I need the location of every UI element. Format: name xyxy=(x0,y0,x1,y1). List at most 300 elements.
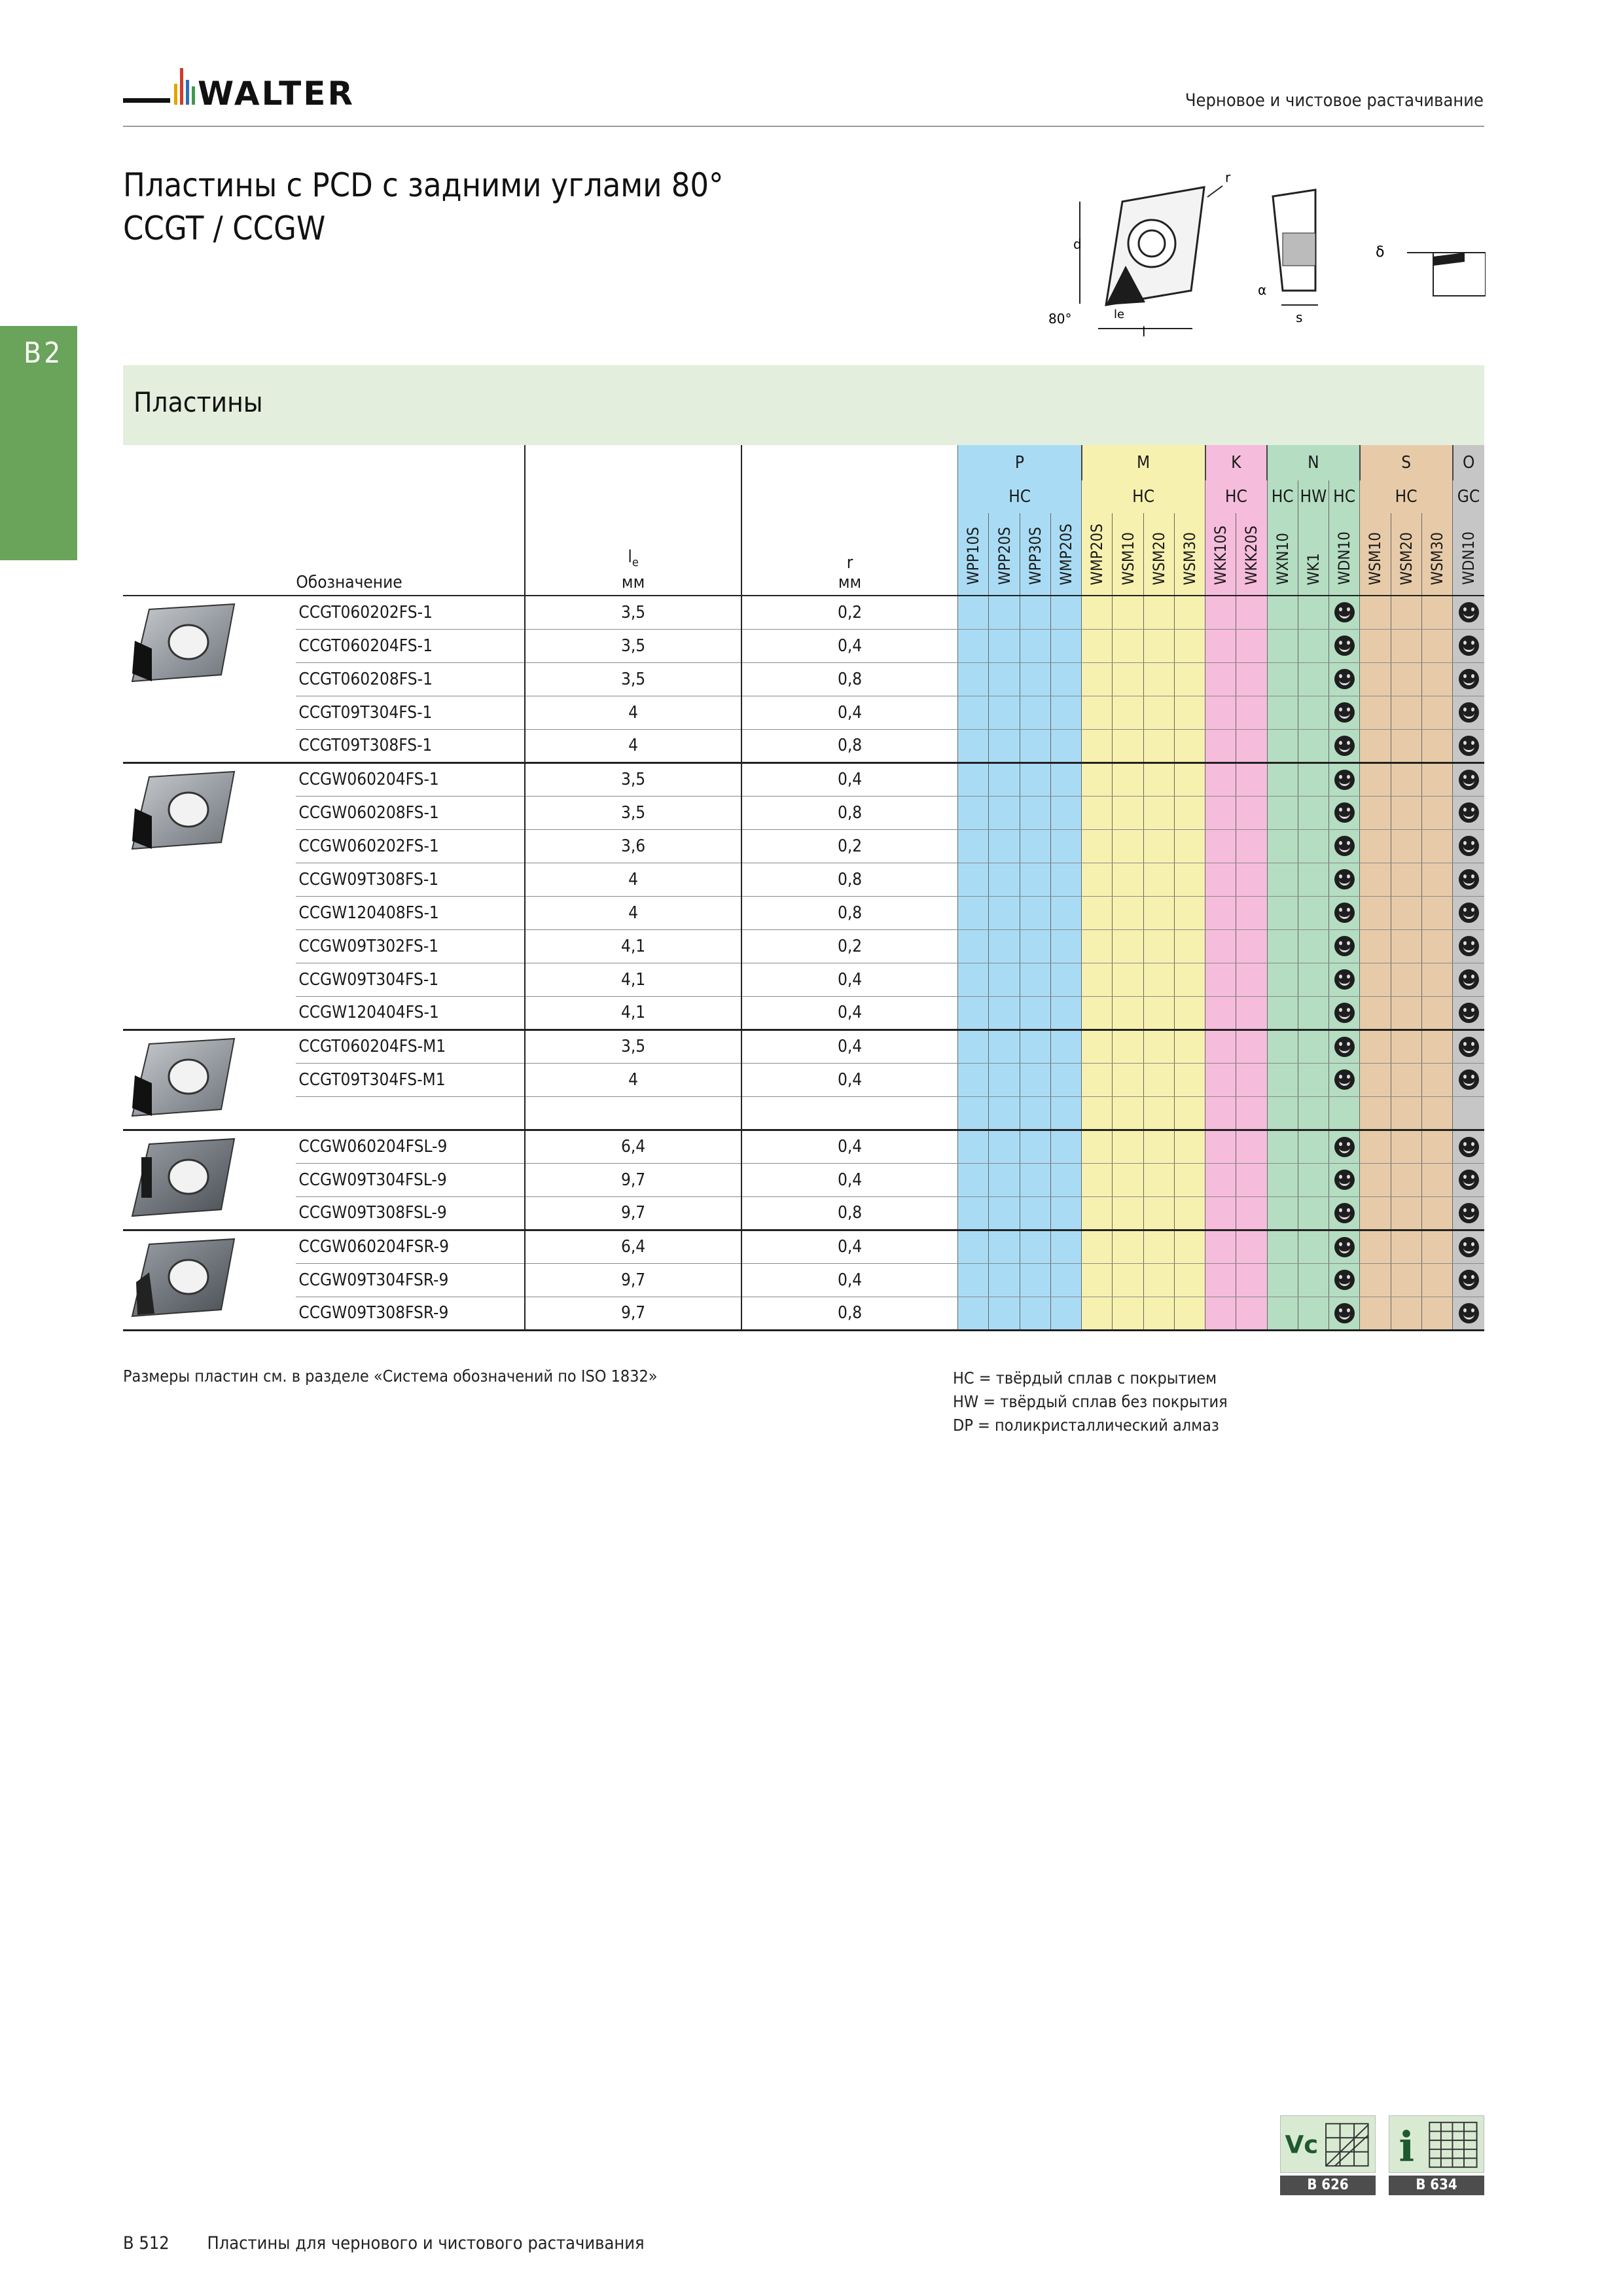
grade-header: WMP20S xyxy=(1082,513,1113,596)
grade-cell xyxy=(1020,762,1050,796)
grade-cell xyxy=(1267,596,1298,629)
grade-cell xyxy=(1205,829,1236,863)
r-cell: 0,8 xyxy=(741,896,958,929)
grade-cell xyxy=(1143,1263,1174,1297)
grade-cell xyxy=(1391,1263,1421,1297)
walter-brand: WALTER xyxy=(198,75,355,113)
grade-cell xyxy=(1267,1096,1298,1130)
grade-cell xyxy=(1391,696,1421,729)
grade-cell xyxy=(1205,1196,1236,1230)
insert-image-cell xyxy=(123,762,296,1030)
grade-cell xyxy=(1453,1263,1485,1297)
table-row xyxy=(123,929,1484,963)
grade-cell xyxy=(1329,1096,1360,1130)
grade-cell xyxy=(1329,596,1360,629)
image-col-header xyxy=(123,445,296,596)
grade-cell xyxy=(958,696,989,729)
label-d: d xyxy=(1073,236,1082,252)
grade-cell xyxy=(1391,596,1421,629)
label-s: s xyxy=(1296,310,1303,325)
table-row xyxy=(123,1030,1484,1063)
grade-cell xyxy=(1391,796,1421,829)
r-cell: 0,2 xyxy=(741,829,958,863)
r-cell: 0,4 xyxy=(741,1230,958,1263)
grade-cell xyxy=(1267,896,1298,929)
grade-cell xyxy=(958,629,989,662)
le-cell: 4 xyxy=(525,696,741,729)
grade-cell xyxy=(958,1130,989,1163)
designation-cell: CCGW09T304FSR-9 xyxy=(296,1263,525,1297)
designation-cell: CCGT060208FS-1 xyxy=(296,662,525,696)
grade-cell xyxy=(1329,996,1360,1030)
grade-cell xyxy=(1113,1030,1143,1063)
recommended-icon xyxy=(1459,869,1479,889)
recommended-icon xyxy=(1334,903,1355,923)
walter-logo xyxy=(123,60,398,119)
grade-cell xyxy=(1205,729,1236,762)
designation-cell: CCGW09T308FS-1 xyxy=(296,863,525,896)
designation-cell: CCGW060204FSL-9 xyxy=(296,1130,525,1163)
grade-cell xyxy=(1267,1263,1298,1297)
grade-cell xyxy=(1143,1030,1174,1063)
material-type-3: HC xyxy=(1267,480,1298,513)
r-cell: 0,8 xyxy=(741,1196,958,1230)
iso-group-K: K xyxy=(1205,445,1267,480)
grade-header: WSM30 xyxy=(1421,513,1452,596)
grade-cell xyxy=(1143,696,1174,729)
info-table-icon xyxy=(1389,2115,1484,2173)
grade-cell xyxy=(1205,1163,1236,1196)
grade-cell xyxy=(1360,762,1391,796)
designation-cell: CCGW060202FS-1 xyxy=(296,829,525,863)
grade-header: WSM20 xyxy=(1143,513,1174,596)
grade-cell xyxy=(1298,1130,1329,1163)
grade-cell xyxy=(1329,1163,1360,1196)
grade-cell xyxy=(1113,596,1143,629)
grade-cell xyxy=(1050,1030,1081,1063)
grade-cell xyxy=(1082,1196,1113,1230)
grade-cell xyxy=(1421,1063,1452,1096)
grade-cell xyxy=(1298,1163,1329,1196)
le-cell: 3,5 xyxy=(525,762,741,796)
grade-cell xyxy=(1267,1196,1298,1230)
grade-cell xyxy=(1020,662,1050,696)
designation-cell: CCGW120404FS-1 xyxy=(296,996,525,1030)
recommended-icon xyxy=(1334,1203,1355,1223)
grade-cell xyxy=(1360,1230,1391,1263)
grade-cell xyxy=(1391,1063,1421,1096)
grade-cell xyxy=(1236,1096,1267,1130)
grade-cell xyxy=(1453,1196,1485,1230)
grade-cell xyxy=(1453,863,1485,896)
grade-header: WDN10 xyxy=(1329,513,1360,596)
recommended-icon xyxy=(1334,1303,1355,1323)
grade-cell xyxy=(1329,696,1360,729)
grade-cell xyxy=(1267,829,1298,863)
designation-header: Обозначение xyxy=(296,445,525,596)
grade-cell xyxy=(1421,596,1452,629)
grade-cell xyxy=(1298,729,1329,762)
grade-cell xyxy=(1050,662,1081,696)
table-row xyxy=(123,829,1484,863)
grade-cell xyxy=(1267,1297,1298,1330)
grade-cell xyxy=(958,1230,989,1263)
grade-cell xyxy=(1082,963,1113,996)
grade-cell xyxy=(1205,1230,1236,1263)
le-header: $l_e$ мм xyxy=(525,445,741,596)
recommended-icon xyxy=(1459,936,1479,956)
grade-cell xyxy=(989,896,1020,929)
grade-cell xyxy=(1174,662,1205,696)
grade-cell xyxy=(1453,929,1485,963)
grade-cell xyxy=(1205,696,1236,729)
grade-cell xyxy=(1360,629,1391,662)
page-title xyxy=(123,164,723,250)
grade-cell xyxy=(1329,829,1360,863)
grade-cell xyxy=(1020,1263,1050,1297)
footnote: Размеры пластин см. в разделе «Система обозначений по ISO 1832» xyxy=(123,1367,658,1386)
r-cell: 0,2 xyxy=(741,929,958,963)
recommended-icon xyxy=(1459,669,1479,689)
grade-cell xyxy=(1082,729,1113,762)
designation-cell: CCGT09T304FS-1 xyxy=(296,696,525,729)
grade-cell xyxy=(1174,896,1205,929)
grade-cell xyxy=(1050,1230,1081,1263)
designation-cell: CCGW060204FS-1 xyxy=(296,762,525,796)
grade-cell xyxy=(1113,1096,1143,1130)
designation-cell: CCGT060204FS-M1 xyxy=(296,1030,525,1063)
recommended-icon xyxy=(1459,1003,1479,1023)
le-cell: 6,4 xyxy=(525,1130,741,1163)
table-row xyxy=(123,1096,1484,1130)
grade-cell xyxy=(1453,1130,1485,1163)
grade-cell xyxy=(1082,629,1113,662)
insert-image-ccgt-tip xyxy=(123,601,241,683)
grade-cell xyxy=(1453,1230,1485,1263)
recommended-icon xyxy=(1459,802,1479,823)
grade-cell xyxy=(958,1063,989,1096)
material-type-5: HC xyxy=(1329,480,1360,513)
grade-cell xyxy=(1113,662,1143,696)
recommended-icon xyxy=(1459,1203,1479,1223)
material-type-2: HC xyxy=(1205,480,1267,513)
grade-cell xyxy=(1267,662,1298,696)
r-cell: 0,4 xyxy=(741,1163,958,1196)
section-title: Пластины xyxy=(134,386,263,418)
grade-cell xyxy=(958,996,989,1030)
grade-cell xyxy=(1391,929,1421,963)
grade-cell xyxy=(1360,662,1391,696)
grade-cell xyxy=(1020,1196,1050,1230)
insert-image-ccgw-fsr xyxy=(123,1236,241,1318)
chapter-tab xyxy=(0,326,77,560)
grade-cell xyxy=(1020,1230,1050,1263)
grade-cell xyxy=(989,596,1020,629)
recommended-icon xyxy=(1334,1137,1355,1157)
grade-cell xyxy=(1174,863,1205,896)
grade-cell xyxy=(989,1230,1020,1263)
grade-cell xyxy=(1267,629,1298,662)
table-row xyxy=(123,1163,1484,1196)
grade-cell xyxy=(1050,696,1081,729)
grade-cell xyxy=(1360,1196,1391,1230)
recommended-icon xyxy=(1459,1303,1479,1323)
grade-cell xyxy=(1267,1230,1298,1263)
grade-cell xyxy=(958,729,989,762)
designation-cell: CCGT09T304FS-M1 xyxy=(296,1063,525,1096)
grade-cell xyxy=(958,1297,989,1330)
le-cell: 3,5 xyxy=(525,796,741,829)
grade-cell xyxy=(1082,829,1113,863)
grade-cell xyxy=(1267,963,1298,996)
grade-cell xyxy=(1360,863,1391,896)
grade-cell xyxy=(1391,762,1421,796)
grade-cell xyxy=(1329,629,1360,662)
grade-cell xyxy=(989,662,1020,696)
grade-cell xyxy=(1205,762,1236,796)
grade-cell xyxy=(1113,829,1143,863)
grade-cell xyxy=(1329,1263,1360,1297)
grade-cell xyxy=(1143,829,1174,863)
grade-cell xyxy=(1421,729,1452,762)
grade-cell xyxy=(1391,662,1421,696)
recommended-icon xyxy=(1459,736,1479,756)
grade-cell xyxy=(958,1263,989,1297)
grade-cell xyxy=(1329,662,1360,696)
table-row xyxy=(123,1130,1484,1163)
grade-cell xyxy=(1267,1030,1298,1063)
le-cell: 4 xyxy=(525,896,741,929)
table-row xyxy=(123,596,1484,629)
grade-cell xyxy=(1391,1130,1421,1163)
grade-header: WKK10S xyxy=(1205,513,1236,596)
table-row xyxy=(123,1196,1484,1230)
grade-cell xyxy=(1050,762,1081,796)
grade-cell xyxy=(1143,1230,1174,1263)
grade-cell xyxy=(1174,1230,1205,1263)
grade-cell xyxy=(1205,596,1236,629)
grade-cell xyxy=(1360,963,1391,996)
grade-cell xyxy=(1360,1030,1391,1063)
info-table-icon-text: i xyxy=(1399,2122,1415,2171)
grade-cell xyxy=(1050,929,1081,963)
grade-cell xyxy=(1329,796,1360,829)
designation-cell: CCGW060204FSR-9 xyxy=(296,1230,525,1263)
grade-cell xyxy=(1267,796,1298,829)
grade-header: WMP20S xyxy=(1050,513,1081,596)
title-line-2: CCGT / CCGW xyxy=(123,209,326,247)
le-cell: 4,1 xyxy=(525,996,741,1030)
grade-cell xyxy=(1143,1096,1174,1130)
grade-cell xyxy=(1329,929,1360,963)
designation-cell: CCGT060202FS-1 xyxy=(296,596,525,629)
recommended-icon xyxy=(1334,736,1355,756)
ref-cutting-speed[interactable] xyxy=(1280,2115,1376,2195)
r-cell: 0,4 xyxy=(741,1130,958,1163)
grade-cell xyxy=(1082,762,1113,796)
grade-cell xyxy=(1236,896,1267,929)
recommended-icon xyxy=(1334,770,1355,790)
grade-cell xyxy=(1236,929,1267,963)
label-r: r xyxy=(1225,170,1231,185)
grade-cell xyxy=(1174,629,1205,662)
recommended-icon xyxy=(1459,969,1479,990)
le-cell: 3,5 xyxy=(525,662,741,696)
grade-cell xyxy=(1421,662,1452,696)
grade-cell xyxy=(1421,629,1452,662)
r-cell: 0,4 xyxy=(741,1030,958,1063)
grade-cell xyxy=(1267,729,1298,762)
recommended-icon xyxy=(1334,636,1355,656)
grade-cell xyxy=(1050,629,1081,662)
grade-cell xyxy=(1174,963,1205,996)
label-delta: δ xyxy=(1376,244,1385,260)
grade-cell xyxy=(1453,696,1485,729)
insert-image-cell xyxy=(123,596,296,762)
grade-header: WSM30 xyxy=(1174,513,1205,596)
grade-cell xyxy=(1421,929,1452,963)
footer-text: Пластины для чернового и чистового растачивания xyxy=(207,2233,645,2253)
grade-cell xyxy=(1050,1063,1081,1096)
grade-cell xyxy=(1298,929,1329,963)
designation-cell: CCGW09T308FSR-9 xyxy=(296,1297,525,1330)
recommended-icon xyxy=(1459,1170,1479,1190)
table-row xyxy=(123,729,1484,762)
ref-info-table[interactable] xyxy=(1389,2115,1484,2195)
grade-cell xyxy=(989,1096,1020,1130)
grade-cell xyxy=(989,629,1020,662)
grade-cell xyxy=(1113,1163,1143,1196)
grade-cell xyxy=(1421,696,1452,729)
grade-cell xyxy=(1329,963,1360,996)
chapter-tab-label: B2 xyxy=(24,336,63,370)
grade-cell xyxy=(1113,1230,1143,1263)
grade-cell xyxy=(1267,696,1298,729)
grade-cell xyxy=(1143,929,1174,963)
table-row xyxy=(123,662,1484,696)
grade-cell xyxy=(1421,1163,1452,1196)
grade-cell xyxy=(958,1163,989,1196)
insert-image-cell xyxy=(123,1230,296,1330)
grade-cell xyxy=(1174,729,1205,762)
grade-cell xyxy=(1453,896,1485,929)
table-row xyxy=(123,896,1484,929)
grade-cell xyxy=(1050,1263,1081,1297)
grade-cell xyxy=(1174,1130,1205,1163)
grade-cell xyxy=(1421,1130,1452,1163)
grade-cell xyxy=(1174,796,1205,829)
recommended-icon xyxy=(1334,702,1355,723)
table-row xyxy=(123,1263,1484,1297)
ref-cutting-speed-label: B 626 xyxy=(1280,2176,1376,2195)
r-cell: 0,2 xyxy=(741,596,958,629)
grade-cell xyxy=(1174,1096,1205,1130)
grade-cell xyxy=(1329,762,1360,796)
le-cell: 9,7 xyxy=(525,1196,741,1230)
grade-cell xyxy=(1421,796,1452,829)
designation-cell: CCGW120408FS-1 xyxy=(296,896,525,929)
table-row xyxy=(123,629,1484,662)
grade-cell xyxy=(1421,829,1452,863)
grade-cell xyxy=(1453,963,1485,996)
grade-cell xyxy=(1360,1297,1391,1330)
iso-group-S: S xyxy=(1360,445,1453,480)
grade-cell xyxy=(1020,1130,1050,1163)
grade-cell xyxy=(1082,996,1113,1030)
grade-cell xyxy=(1050,1130,1081,1163)
grade-cell xyxy=(1360,729,1391,762)
grade-cell xyxy=(1205,1063,1236,1096)
grade-cell xyxy=(989,963,1020,996)
le-cell: 3,6 xyxy=(525,829,741,863)
legend-hw: HW = твёрдый сплав без покрытия xyxy=(953,1392,1228,1411)
page-number: B 512 xyxy=(123,2233,169,2253)
grade-cell xyxy=(1298,896,1329,929)
grade-cell xyxy=(989,729,1020,762)
grade-cell xyxy=(1113,1297,1143,1330)
grade-cell xyxy=(1082,863,1113,896)
r-cell: 0,4 xyxy=(741,1263,958,1297)
designation-cell: CCGW09T304FSL-9 xyxy=(296,1163,525,1196)
grade-cell xyxy=(1205,629,1236,662)
r-cell: 0,4 xyxy=(741,963,958,996)
grade-cell xyxy=(1267,762,1298,796)
grade-cell xyxy=(1050,1096,1081,1130)
grade-cell xyxy=(989,863,1020,896)
grade-cell xyxy=(1421,1096,1452,1130)
grade-cell xyxy=(1050,829,1081,863)
grade-cell xyxy=(1020,696,1050,729)
grade-cell xyxy=(1082,896,1113,929)
grade-cell xyxy=(1082,1130,1113,1163)
grade-cell xyxy=(1205,1096,1236,1130)
recommended-icon xyxy=(1459,770,1479,790)
material-type-7: GC xyxy=(1453,480,1485,513)
recommended-icon xyxy=(1334,836,1355,856)
recommended-icon xyxy=(1459,836,1479,856)
grade-header: WKK20S xyxy=(1236,513,1267,596)
grade-cell xyxy=(1236,596,1267,629)
le-cell: 3,5 xyxy=(525,629,741,662)
le-cell: 9,7 xyxy=(525,1297,741,1330)
r-cell: 0,4 xyxy=(741,762,958,796)
grade-cell xyxy=(1174,829,1205,863)
recommended-icon xyxy=(1459,903,1479,923)
grade-cell xyxy=(1391,1163,1421,1196)
grade-cell xyxy=(1082,662,1113,696)
grade-cell xyxy=(958,596,989,629)
grade-cell xyxy=(1391,863,1421,896)
grade-cell xyxy=(958,1096,989,1130)
grade-cell xyxy=(1421,1030,1452,1063)
grade-cell xyxy=(1453,596,1485,629)
table-row xyxy=(123,762,1484,796)
grade-cell xyxy=(1453,629,1485,662)
grade-cell xyxy=(1360,896,1391,929)
grade-cell xyxy=(1236,1297,1267,1330)
grade-cell xyxy=(1082,696,1113,729)
insert-image-cell xyxy=(123,1130,296,1230)
grade-cell xyxy=(1329,729,1360,762)
grade-cell xyxy=(1236,696,1267,729)
insert-image-ccgw-fsl xyxy=(123,1136,241,1218)
grade-cell xyxy=(1082,1030,1113,1063)
table-row xyxy=(123,696,1484,729)
grade-cell xyxy=(1298,762,1329,796)
le-cell: 4,1 xyxy=(525,929,741,963)
grade-cell xyxy=(1236,629,1267,662)
grade-cell xyxy=(989,1263,1020,1297)
